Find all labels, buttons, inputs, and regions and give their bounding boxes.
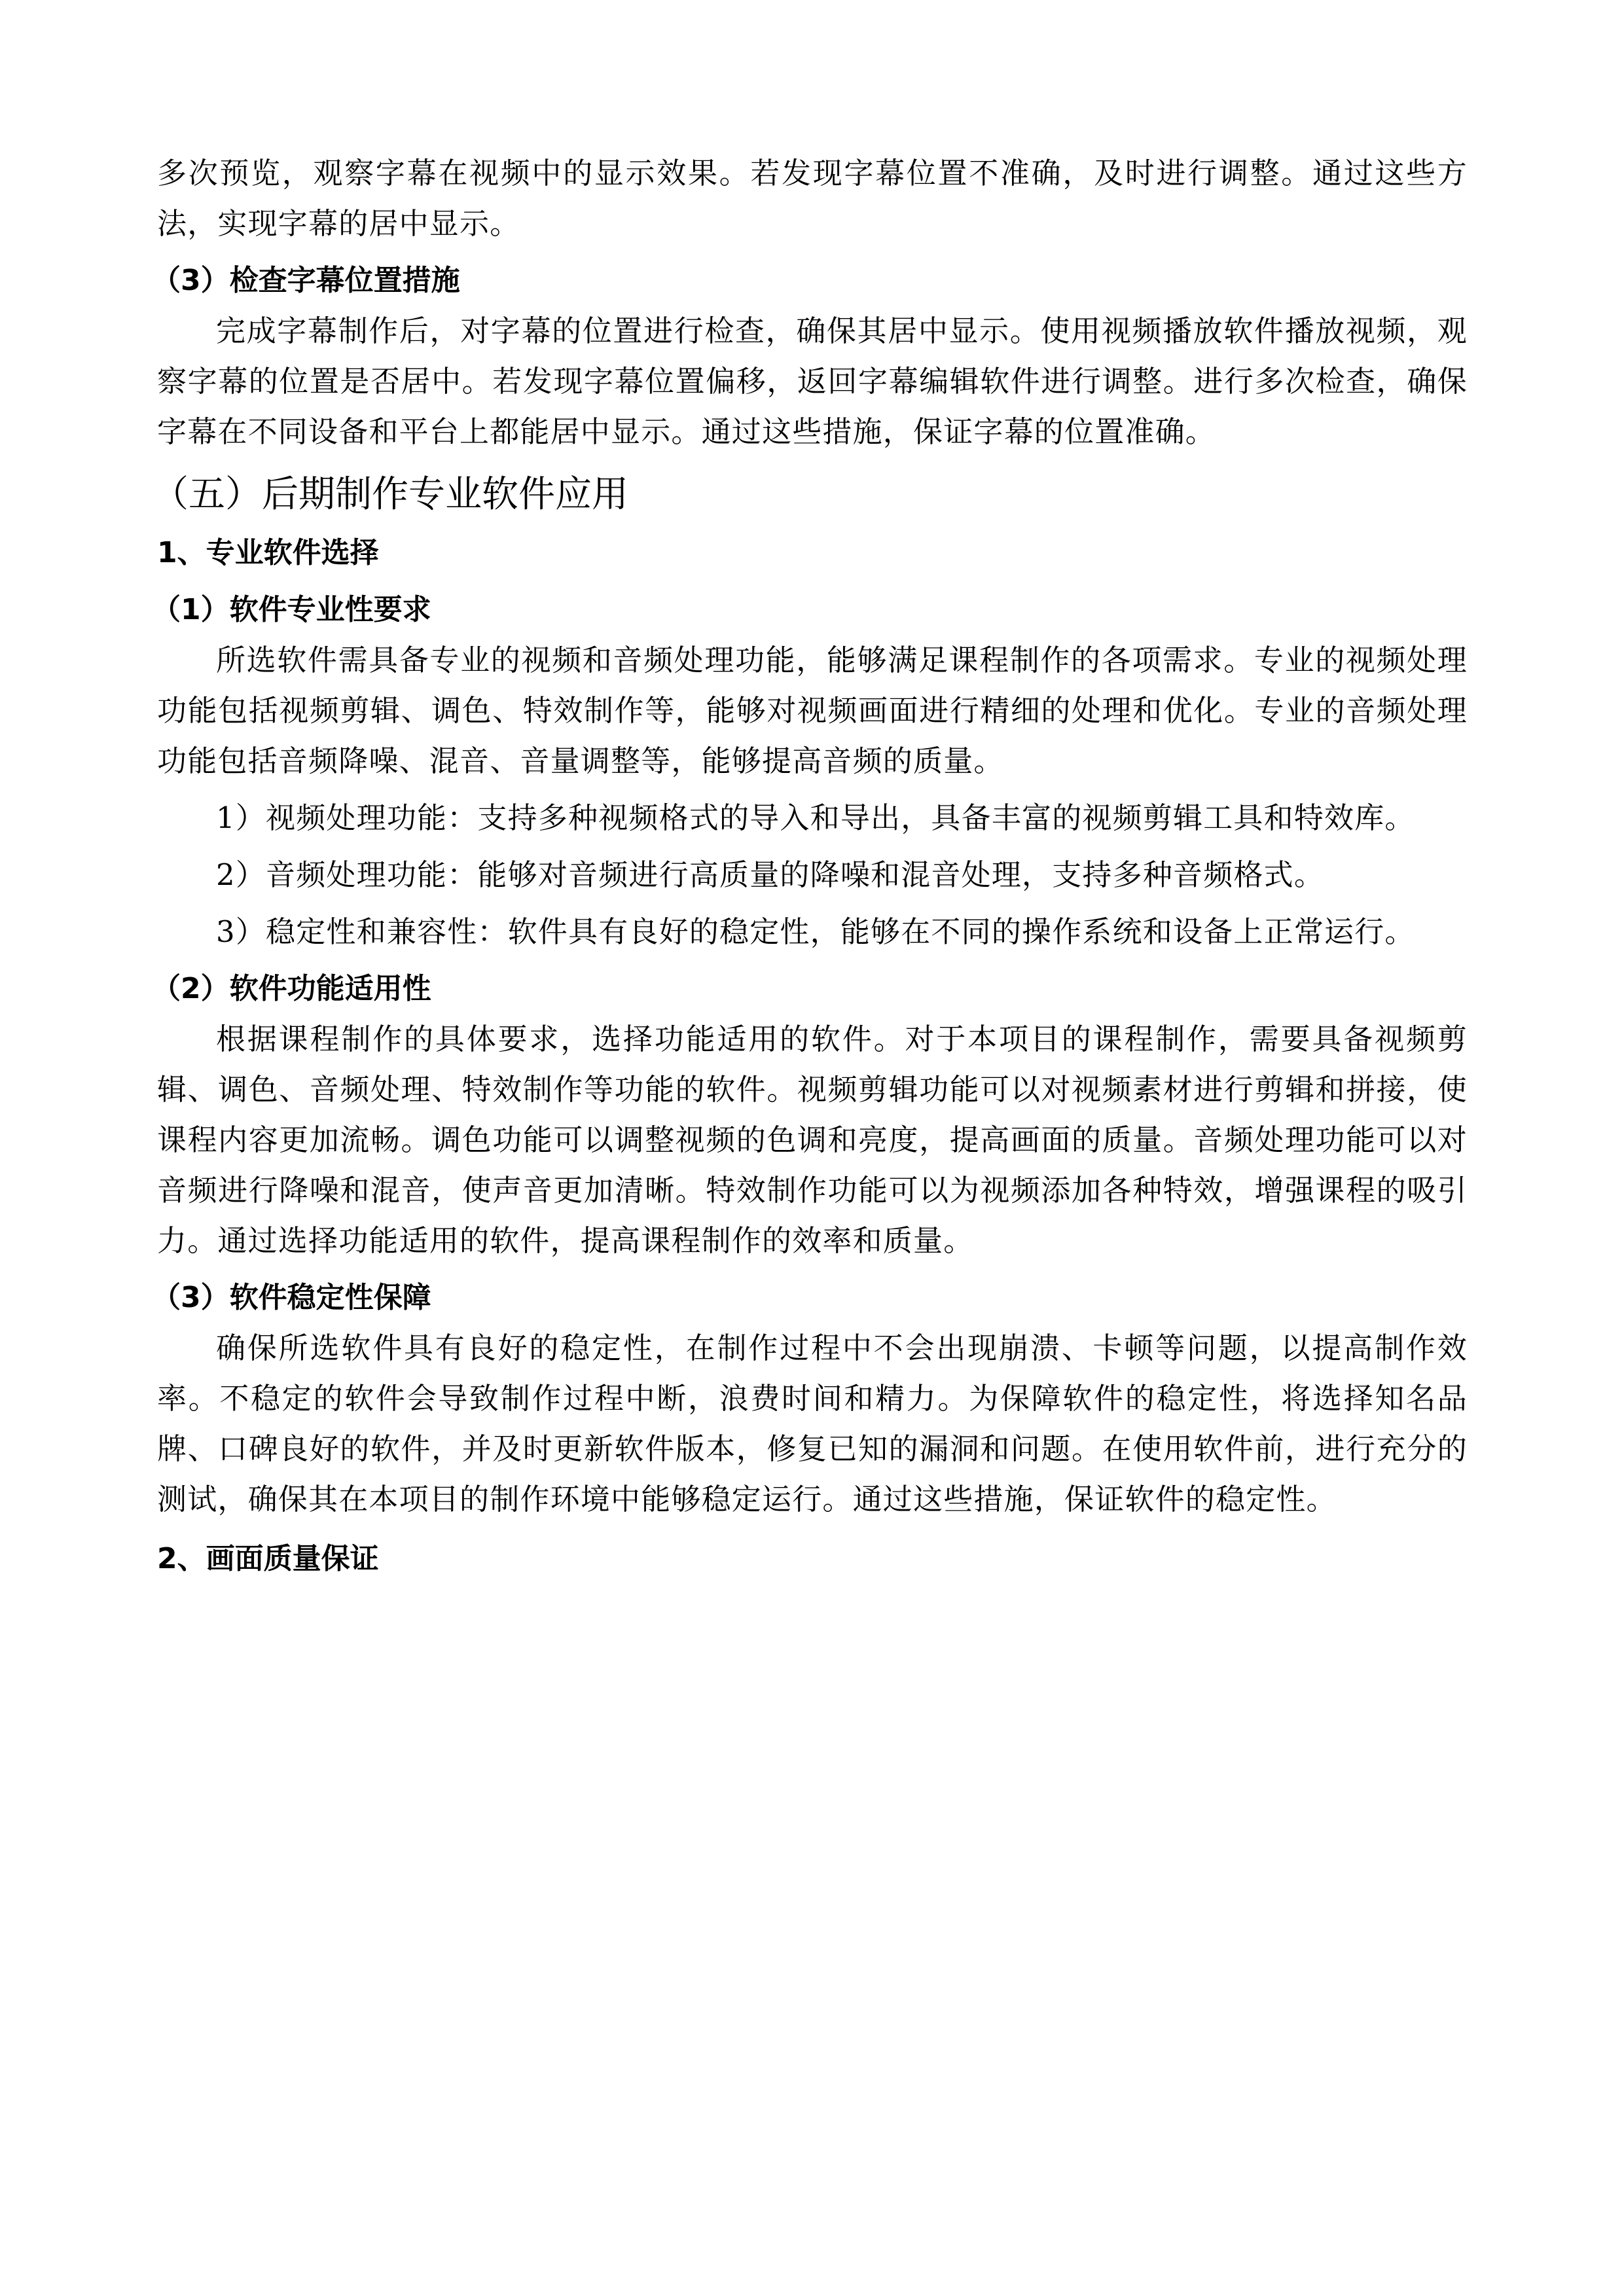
list-item-video-processing: 1）视频处理功能：支持多种视频格式的导入和导出，具备丰富的视频剪辑工具和特效库。 (216, 800, 1415, 835)
list-item-stability-compatibility: 3）稳定性和兼容性：软件具有良好的稳定性，能够在不同的操作系统和设备上正常运行。 (216, 914, 1415, 949)
paragraph: 根据课程制作的具体要求，选择功能适用的软件。对于本项目的课程制作，需要具备视频剪辑、调色、音频处理、特效制作等功能的软件。视频剪辑功能可以对视频素材进行剪辑和拼接，使课程内容更加流畅。调色功能可以调整视频的色调和亮度，提高画面的质量。音频处理功能可以对音频进行降噪和混音，使声音更加清晰。特效制作功能可以为视频添加各种特效，增强课程的吸引力。通过选择功能适用的软件，提高课程制作的效率和质量。 (157, 1022, 1468, 1258)
subheading-software-stability: （3）软件稳定性保障 (152, 1281, 431, 1314)
heading-picture-quality-assurance: 2、画面质量保证 (157, 1542, 379, 1575)
paragraph: 确保所选软件具有良好的稳定性，在制作过程中不会出现崩溃、卡顿等问题，以提高制作效率。不稳定的软件会导致制作过程中断，浪费时间和精力。为保障软件的稳定性，将选择知名品牌、口碑良好的软件，并及时更新软件版本，修复已知的漏洞和问题。在使用软件前，进行充分的测试，确保其在本项目的制作环境中能够稳定运行。通过这些措施，保证软件的稳定性。 (157, 1331, 1468, 1516)
list-item-audio-processing: 2）音频处理功能：能够对音频进行高质量的降噪和混音处理，支持多种音频格式。 (216, 857, 1325, 892)
document-page (152, 148, 1468, 1584)
paragraph: 所选软件需具备专业的视频和音频处理功能，能够满足课程制作的各项需求。专业的视频处理功能包括视频剪辑、调色、特效制作等，能够对视频画面进行精细的处理和优化。专业的音频处理功能包括音频降噪、混音、音量调整等，能够提高音频的质量。 (157, 643, 1468, 778)
section-heading-post-production-software: （五）后期制作专业软件应用 (152, 473, 628, 516)
subheading-check-subtitle-position: （3）检查字幕位置措施 (152, 264, 460, 297)
subheading-software-function-applicability: （2）软件功能适用性 (152, 972, 431, 1005)
paragraph: 完成字幕制作后，对字幕的位置进行检查，确保其居中显示。使用视频播放软件播放视频，观察字幕的位置是否居中。若发现字幕位置偏移，返回字幕编辑软件进行调整。进行多次检查，确保字幕在不同设备和平台上都能居中显示。通过这些措施，保证字幕的位置准确。 (157, 314, 1468, 449)
paragraph-continued: 多次预览，观察字幕在视频中的显示效果。若发现字幕位置不准确，及时进行调整。通过这些方法，实现字幕的居中显示。 (157, 156, 1468, 241)
subheading-software-professionalism: （1）软件专业性要求 (152, 593, 431, 626)
heading-professional-software-selection: 1、专业软件选择 (157, 536, 379, 569)
